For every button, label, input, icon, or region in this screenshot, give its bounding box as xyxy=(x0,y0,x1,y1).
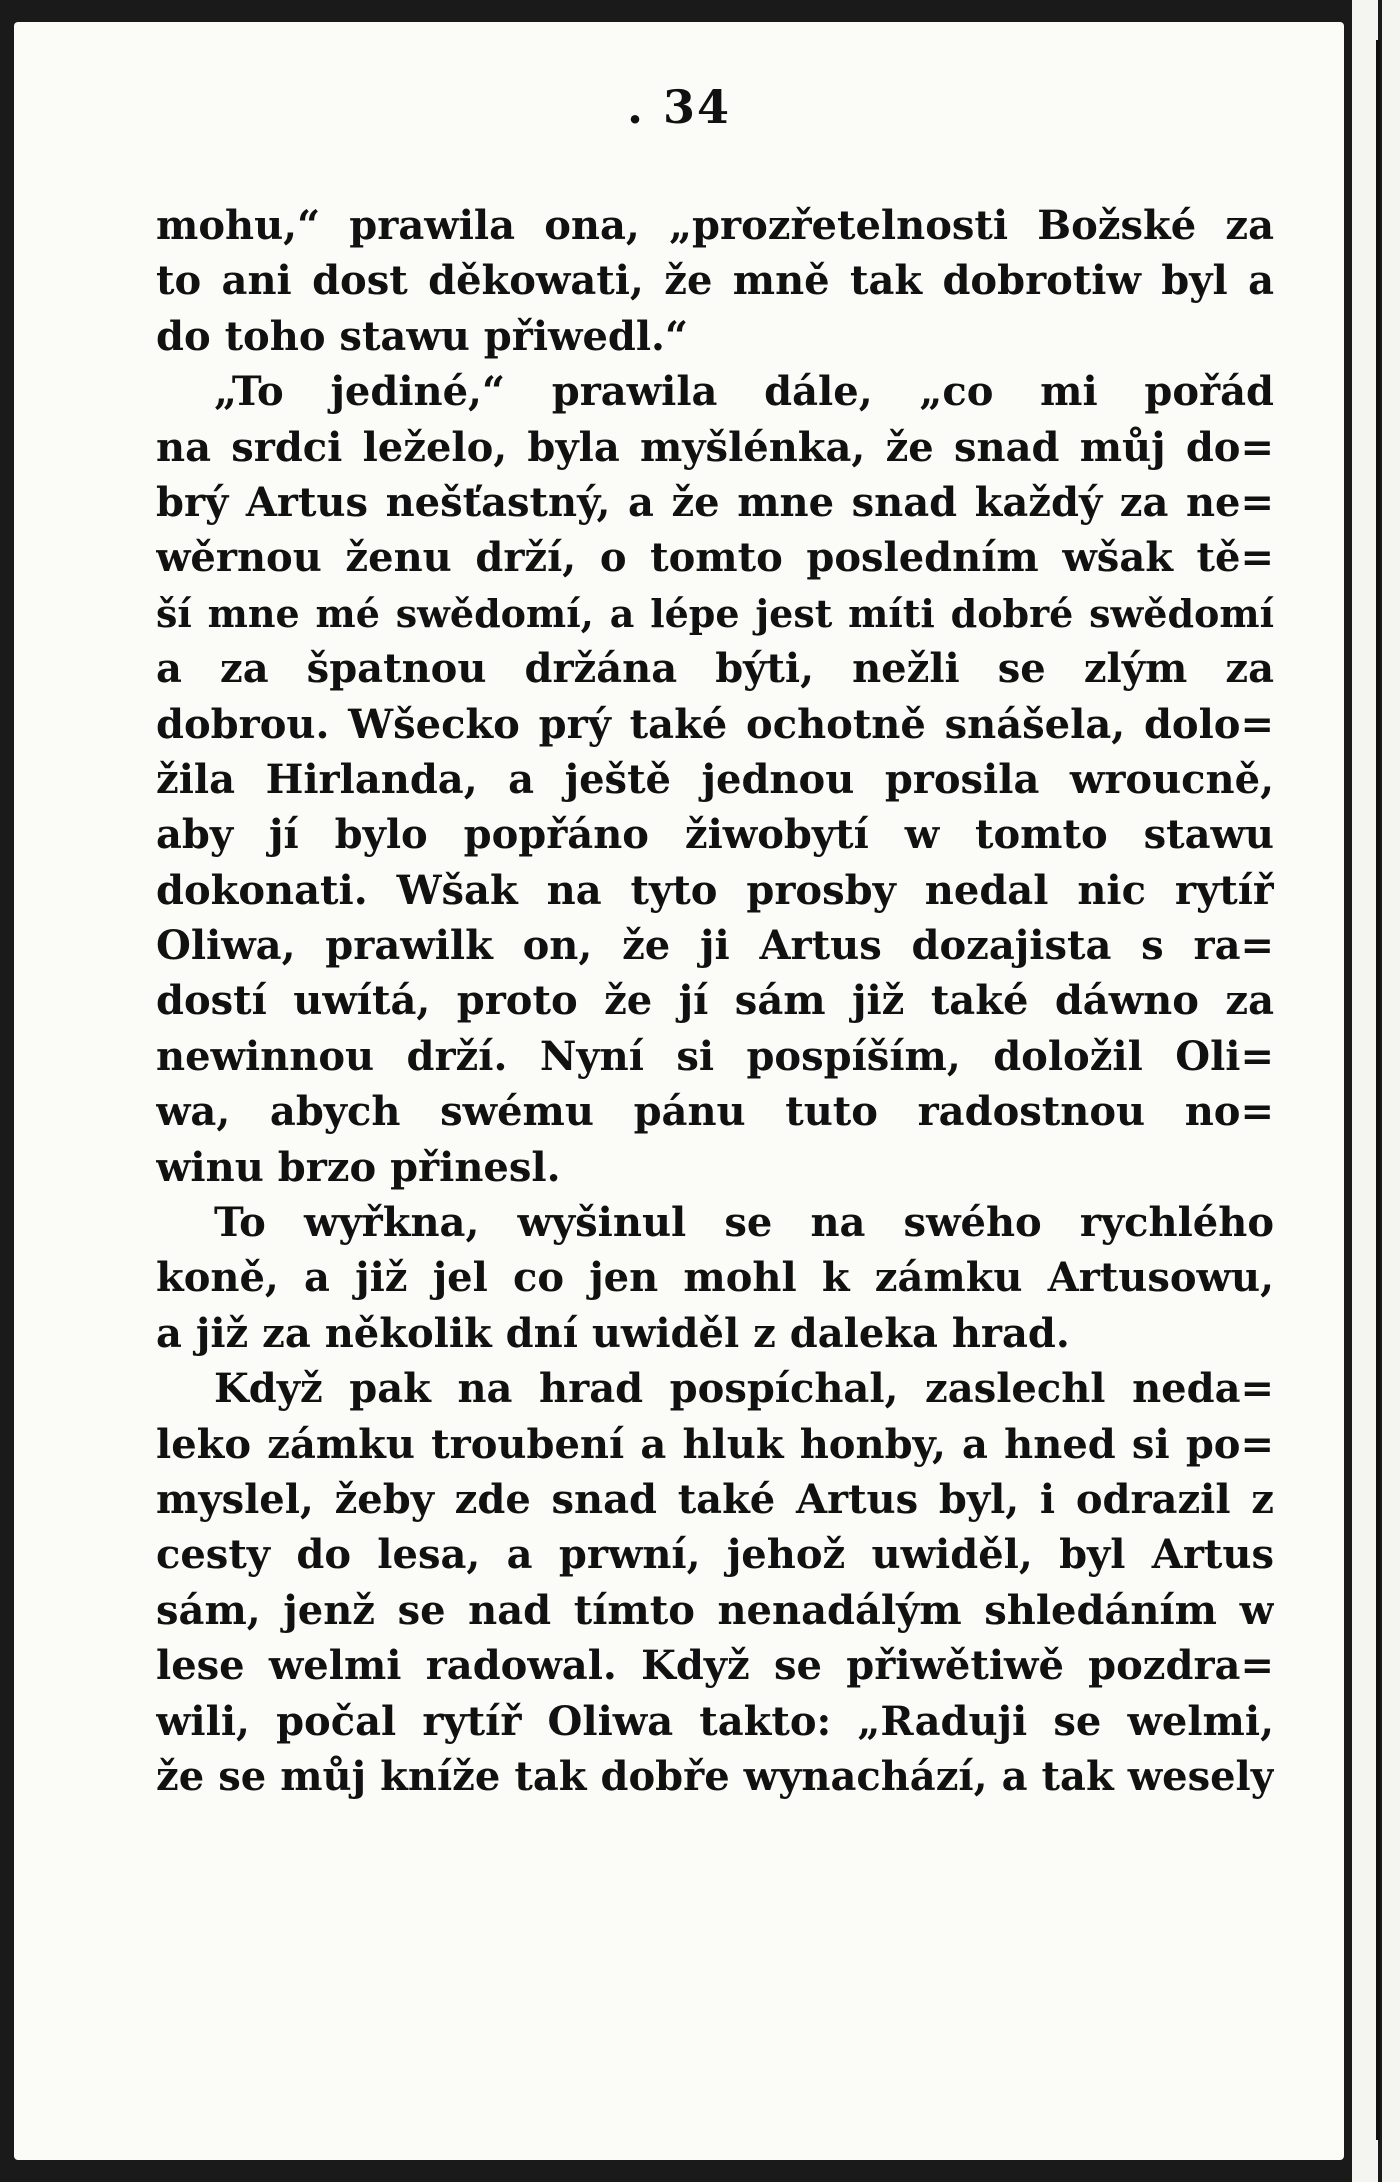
text-line: koně, a již jel co jen mohl k zámku Artusowu, xyxy=(156,1254,1274,1302)
text-line: dokonati. Wšak na tyto prosby nedal nic rytíř xyxy=(156,866,1274,914)
text-line: sám, jenž se nad tímto nenadálým shledáním w xyxy=(156,1586,1274,1634)
text-line: do toho stawu přiwedl.“ xyxy=(156,312,688,360)
book-page xyxy=(14,22,1344,2160)
page-gutter-line xyxy=(1376,40,1380,2140)
text-line: mohu,“ prawila ona, „prozřetelnosti Božské za xyxy=(156,202,1274,249)
text-line: wěrnou ženu drží, o tomto posledním wšak tě= xyxy=(156,534,1274,582)
text-line: „To jediné,“ prawila dále, „co mi pořád xyxy=(214,368,1274,416)
text-line: Když pak na hrad pospíchal, zaslechl neda= xyxy=(214,1365,1274,1413)
text-line: dostí uwítá, proto že jí sám již také dáwno za xyxy=(156,977,1274,1025)
text-line: leko zámku troubení a hluk honby, a hned si po= xyxy=(156,1420,1274,1468)
text-line: na srdci leželo, byla myšlénka, že snad můj do= xyxy=(156,423,1274,471)
text-line: brý Artus nešťastný, a že mne snad každý za ne= xyxy=(156,478,1274,526)
text-line: To wyřkna, wyšinul se na swého rychlého xyxy=(214,1199,1274,1247)
text-line: cesty do lesa, a prwní, jehož uwiděl, byl Artus xyxy=(156,1531,1274,1579)
text-line: aby jí bylo popřáno žiwobytí w tomto stawu xyxy=(156,811,1274,859)
text-line: dobrou. Wšecko prý také ochotně snášela, dolo= xyxy=(156,700,1274,748)
text-line: a již za několik dní uwiděl z daleka hrad. xyxy=(156,1309,1070,1357)
page-number: . 34 xyxy=(626,80,732,134)
text-line: že se můj kníže tak dobře wynachází, a tak wesely xyxy=(156,1752,1274,1800)
adjacent-page-edge-outer xyxy=(1382,0,1400,2182)
text-line: Oliwa, prawilk on, že ji Artus dozajista s ra= xyxy=(156,922,1274,970)
text-line: žila Hirlanda, a ještě jednou prosila wroucně, xyxy=(156,755,1274,803)
text-line: wili, počal rytíř Oliwa takto: „Raduji se welmi, xyxy=(156,1697,1274,1745)
adjacent-page-edge xyxy=(1352,0,1378,2182)
text-line: to ani dost děkowati, že mně tak dobrotiw byl a xyxy=(156,257,1274,305)
text-line: lese welmi radowal. Když se přiwětiwě pozdra= xyxy=(156,1642,1274,1690)
text-line: ší mne mé swědomí, a lépe jest míti dobré swědomí xyxy=(156,590,1274,636)
body-text xyxy=(156,198,1274,1804)
text-line: a za špatnou držána býti, nežli se zlým za xyxy=(156,645,1274,693)
text-line: winu brzo přinesl. xyxy=(156,1143,561,1191)
text-line: myslel, žeby zde snad také Artus byl, i odrazil z xyxy=(156,1475,1274,1523)
text-line: wa, abych swému pánu tuto radostnou no= xyxy=(156,1088,1274,1136)
text-line: newinnou drží. Nyní si pospíším, doložil Oli= xyxy=(156,1032,1274,1080)
